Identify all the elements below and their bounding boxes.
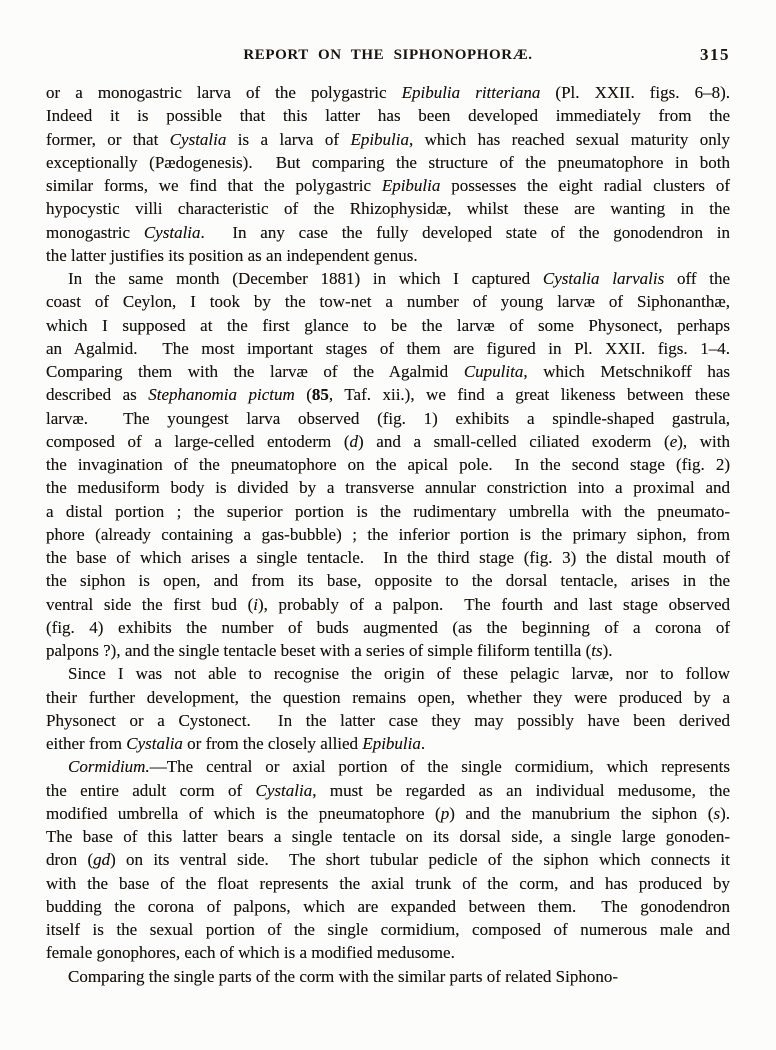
italic-text: Epibulia (381, 176, 441, 195)
text-segment: the entire adult corm of (46, 780, 256, 800)
text-line (46, 895, 730, 918)
text-segment: ). (602, 641, 613, 660)
italic-text: Cormidium. (68, 757, 150, 777)
text-segment: larvæ. The youngest larva observed (fig. 1) exhibits a spindle-shaped gastrula, (46, 408, 730, 428)
italic-text: ts (591, 641, 603, 660)
text-segment: described as (46, 385, 149, 405)
page-number: 315 (700, 45, 730, 64)
text-segment: , which has reached sexual maturity only (409, 129, 730, 149)
text-segment: Comparing the single parts of the corm with the similar parts of related Siphono- (68, 966, 619, 986)
text-segment: with the base of the float represents the axial trunk of the corm, and has produced by (46, 873, 730, 893)
italic-text: Cystalia (126, 734, 183, 753)
italic-text: p (440, 803, 450, 823)
text-line (46, 244, 730, 267)
text-segment: (Pl. XXII. figs. 6–8). (540, 83, 730, 102)
italic-text: Epibulia (362, 734, 421, 753)
text-segment: , must be regarded as an individual medusome, the (312, 780, 730, 800)
text-segment: possesses the eight radial clusters of (440, 176, 730, 195)
bold-text: 85 (311, 385, 329, 405)
paragraph (46, 267, 730, 662)
text-line (46, 802, 730, 825)
text-segment: the medusiform body is divided by a transverse annular constriction into a proximal and (46, 478, 730, 498)
text-line (46, 500, 730, 523)
text-line (46, 267, 730, 290)
italic-text: Cystalia (255, 780, 313, 800)
text-line (46, 104, 730, 127)
text-segment: (fig. 4) exhibits the number of buds augmented (as the beginning of a corona of (46, 617, 730, 637)
text-segment: —The central or axial portion of the single cormidium, which represents (149, 757, 730, 777)
text-line (46, 290, 730, 313)
text-segment: similar forms, we find that the polygastric (46, 176, 382, 195)
text-line (46, 872, 730, 895)
paragraph (46, 662, 730, 755)
italic-text: Cystalia larvalis (542, 269, 665, 288)
text-segment: hypocystic villi characteristic of the Rhizophysidæ, whilst these are wanting in the (46, 199, 730, 219)
text-segment: ) and the manubrium the siphon ( (449, 803, 714, 823)
text-line (46, 732, 730, 755)
text-segment: the base of which arises a single tentacle. In the third stage (fig. 3) the distal mouth of (46, 548, 730, 567)
page-header-title: REPORT ON THE SIPHONOPHORÆ. (243, 47, 533, 63)
text-line (46, 593, 730, 616)
text-segment: ), probably of a palpon. The fourth and last stage observed (257, 594, 730, 614)
text-segment: Since I was not able to recognise the origin of these pelagic larvæ, nor to follow (68, 664, 730, 684)
text-line (46, 221, 730, 244)
italic-text: i (253, 594, 258, 614)
text-line (46, 616, 730, 639)
text-segment: modified umbrella of which is the pneumatophore ( (46, 803, 441, 823)
page-body (46, 81, 730, 988)
text-segment: the latter justifies its position as an independent genus. (46, 245, 418, 265)
text-segment: former, or that (46, 129, 170, 149)
text-segment: In the same month (December 1881) in which I captured (68, 269, 543, 288)
text-segment: monogastric (46, 222, 144, 242)
italic-text: Stephanomia pictum (148, 385, 295, 405)
text-line (46, 360, 730, 383)
text-segment: composed of a large-celled entoderm ( (46, 431, 350, 451)
text-segment: The base of this latter bears a single tentacle on its dorsal side, a single large gonoden- (46, 827, 730, 846)
text-segment: ), with (677, 431, 730, 451)
text-segment: ). (720, 803, 730, 823)
text-line (46, 686, 730, 709)
text-segment: ) and a small-celled ciliated exoderm ( (358, 431, 670, 451)
text-line (46, 128, 730, 151)
text-line (46, 174, 730, 197)
text-line (46, 918, 730, 941)
text-segment: , Taf. xii.), we find a great likeness between these (328, 385, 730, 405)
text-segment: itself is the sexual portion of the single cormidium, composed of numerous male and (46, 920, 730, 939)
text-segment: female gonophores, each of which is a modified medusome. (46, 943, 455, 963)
text-line (46, 779, 730, 802)
italic-text: Cystalia (143, 222, 201, 242)
text-segment: . In any case the fully developed state of the gonodendron in (200, 222, 730, 242)
text-line (46, 825, 730, 848)
italic-text: Epibulia (350, 129, 409, 149)
text-segment: Physonect or a Cystonect. In the latter case they may possibly have been derived (46, 710, 730, 730)
paragraph (46, 755, 730, 964)
text-segment: exceptionally (Pædogenesis). But comparing the structure of the pneumatophore in both (46, 152, 730, 172)
text-segment: dron ( (46, 850, 94, 870)
text-segment: or from the closely allied (182, 734, 363, 753)
paragraph (46, 81, 730, 267)
text-line (46, 453, 730, 476)
italic-text: d (349, 431, 358, 451)
text-segment: palpons ?), and the single tentacle beset with a series of simple filiform tentilla ( (46, 641, 592, 660)
text-segment: the siphon is open, and from its base, opposite to the dorsal tentacle, arises in the (46, 571, 730, 591)
text-line (46, 197, 730, 220)
text-segment: ) on its ventral side. The short tubular pedicle of the siphon which connects it (110, 850, 730, 870)
italic-text: s (713, 803, 721, 823)
text-line (46, 383, 730, 406)
text-line (46, 407, 730, 430)
text-segment: , which Metschnikoff has (523, 362, 730, 381)
text-segment: Comparing them with the larvæ of the Agalmid (46, 362, 464, 381)
text-segment: the invagination of the pneumatophore on the apical pole. In the second stage (fig. 2) (46, 455, 730, 474)
italic-text: Cystalia (169, 129, 227, 149)
text-segment: which I supposed at the first glance to be the larvæ of some Physonect, perhaps (46, 315, 730, 335)
text-line (46, 941, 730, 964)
text-line (46, 476, 730, 499)
text-line (46, 755, 730, 778)
text-line (46, 151, 730, 174)
text-segment: phore (already containing a gas-bubble) ; the inferior portion is the primary siphon, from (46, 524, 730, 544)
text-line (46, 546, 730, 569)
text-segment: or a monogastric larva of the polygastric (46, 83, 402, 102)
italic-text: Cupulita (463, 362, 524, 381)
text-line (46, 81, 730, 104)
text-line (46, 314, 730, 337)
text-line (46, 430, 730, 453)
text-segment: Indeed it is possible that this latter has been developed immediately from the (46, 106, 730, 126)
text-line (46, 662, 730, 685)
text-segment: an Agalmid. The most important stages of them are figured in Pl. XXII. figs. 1–4. (46, 338, 730, 358)
text-segment: coast of Ceylon, I took by the tow-net a number of young larvæ of Siphonanthæ, (46, 292, 730, 312)
italic-text: e (669, 431, 678, 451)
text-line (46, 337, 730, 360)
text-segment: their further development, the question remains open, whether they were produced by a (46, 687, 730, 707)
text-segment: ventral side the first bud ( (46, 594, 254, 614)
text-line (46, 569, 730, 592)
italic-text: gd (93, 850, 111, 870)
text-line (46, 523, 730, 546)
text-segment: ( (294, 385, 312, 405)
text-segment: either from (46, 734, 127, 753)
text-line (46, 639, 730, 662)
text-line (46, 709, 730, 732)
italic-text: Epibulia ritteriana (401, 83, 541, 102)
text-segment: . (420, 734, 426, 753)
text-segment: off the (664, 269, 730, 288)
text-segment: is a larva of (226, 129, 351, 149)
text-line (46, 965, 730, 988)
running-header (46, 47, 730, 69)
paragraph (46, 965, 730, 988)
text-segment: budding the corona of palpons, which are expanded between them. The gonodendron (46, 896, 730, 916)
text-line (46, 848, 730, 871)
text-segment: a distal portion ; the superior portion is the rudimentary umbrella with the pneumato- (46, 501, 730, 521)
